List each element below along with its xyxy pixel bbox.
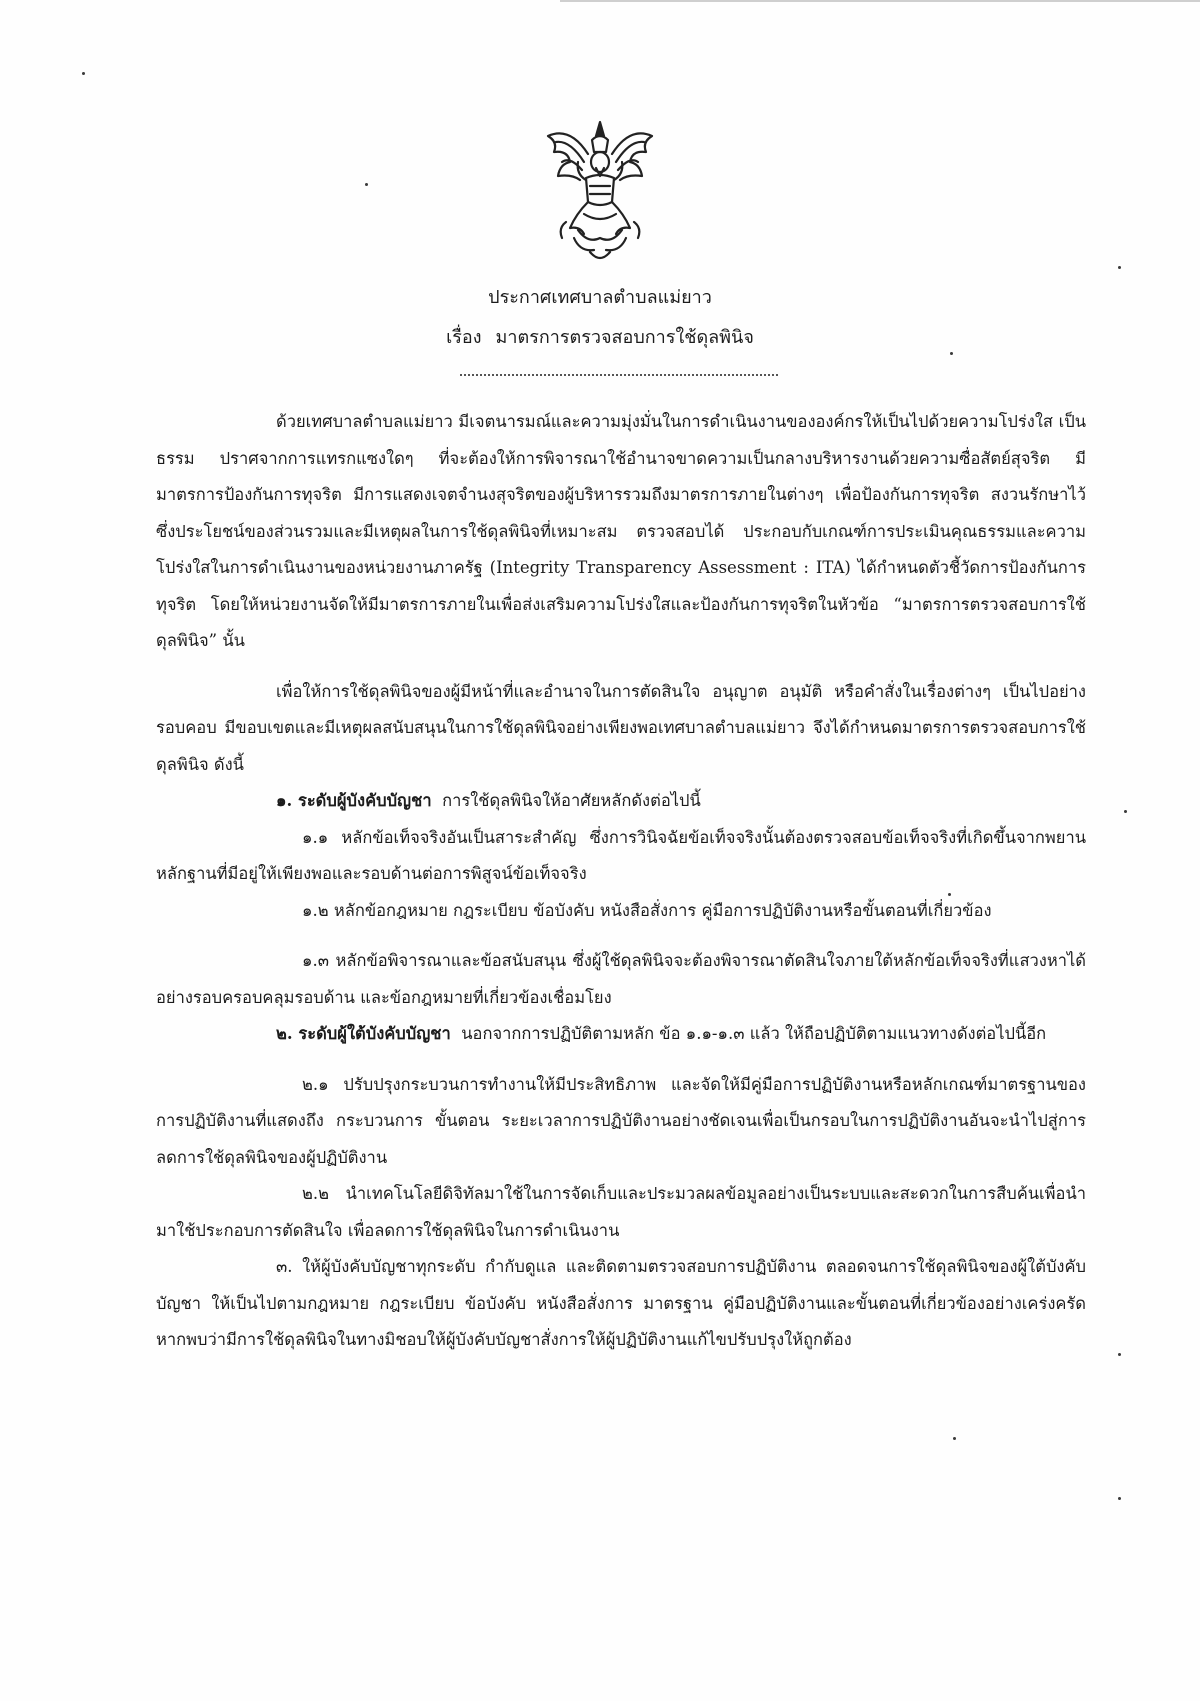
intro-paragraph: ด้วยเทศบาลตำบลแม่ยาว มีเจตนารมณ์และความมุ่งมั่นในการดำเนินงานขององค์กรให้เป็นไปด้วยความโปร่งใส เป็นธรรม ปราศจากการแทรกแซงใดๆ ที่จะต้องให้การพิจารณาใช้อำนาจขาดความเป็นกลางบริหารงานด้วยความซื่อสัตย์สุจริต มีมาตรการป้องกันการทุจริต มีการแสดงเจตจำนงสุจริตของผู้บริหารรวมถึงมาตรการภายในต่างๆ เพื่อป้องกันการทุจริต สงวนรักษาไว้ซึ่งประโยชน์ของส่วนรวมและมีเหตุผลในการใช้ดุลพินิจที่เหมาะสม ตรวจสอบได้ ประกอบกับเกณฑ์การประเมินคุณธรรมและความโปร่งใสในการดำเนินงานของหน่วยงานภาครัฐ (Integrity Transparency Assessment : ITA) ได้กำหนดตัวชี้วัดการป้องกันการทุจริต โดยให้หน่วยงานจัดให้มีมาตรการภายในเพื่อส่งเสริมความโปร่งใสและป้องกันการทุจริตในหัวข้อ “มาตรการตรวจสอบการใช้ดุลพินิจ” นั้น bbox=[156, 412, 1086, 650]
scan-speck bbox=[1118, 1497, 1121, 1500]
section-2-item: ๒.๒ นำเทคโนโลยีดิจิทัลมาใช้ในการจัดเก็บและประมวลผลข้อมูลอย่างเป็นระบบและสะดวกในการสืบค้นเพื่อนำมาใช้ประกอบการตัดสินใจ เพื่อลดการใช้ดุลพินิจในการดำเนินงาน bbox=[156, 1184, 1086, 1240]
scan-edge bbox=[560, 0, 1200, 2]
subject-line bbox=[0, 326, 1200, 350]
document-body bbox=[156, 404, 1086, 1359]
scan-speck bbox=[1118, 1353, 1121, 1356]
section-2-item: ๒.๑ ปรับปรุงกระบวนการทำงานให้มีประสิทธิภาพ และจัดให้มีคู่มือการปฏิบัติงานหรือหลักเกณฑ์มาตรฐานของการปฏิบัติงานที่แสดงถึง กระบวนการ ขั้นตอน ระยะเวลาการปฏิบัติงานอย่างชัดเจนเพื่อเป็นกรอบในการปฏิบัติงานอันจะนำไปสู่การลดการใช้ดุลพินิจของผู้ปฏิบัติงาน bbox=[156, 1074, 1086, 1167]
scan-speck bbox=[365, 183, 368, 186]
section-1-heading: ๑. ระดับผู้บังคับบัญชา bbox=[276, 791, 432, 810]
purpose-paragraph: เพื่อให้การใช้ดุลพินิจของผู้มีหน้าที่และอำนาจในการตัดสินใจ อนุญาต อนุมัติ หรือคำสั่งในเรื่องต่างๆ เป็นไปอย่างรอบคอบ มีขอบเขตและมีเหตุผลสนับสนุนในการใช้ดุลพินิจอย่างเพียงพอเทศบาลตำบลแม่ยาว จึงได้กำหนดมาตรการตรวจสอบการใช้ดุลพินิจ ดังนี้ bbox=[156, 681, 1086, 774]
scan-speck bbox=[953, 1437, 956, 1440]
scan-speck bbox=[82, 72, 85, 75]
section-3: ๓. ให้ผู้บังคับบัญชาทุกระดับ กำกับดูแล และติดตามตรวจสอบการปฏิบัติงาน ตลอดจนการใช้ดุลพินิจของผู้ใต้บังคับบัญชา ให้เป็นไปตามกฎหมาย กฎระเบียบ ข้อบังคับ หนังสือสั่งการ มาตรฐาน คู่มือปฏิบัติงานและขั้นตอนที่เกี่ยวข้องอย่างเคร่งครัด หากพบว่ามีการใช้ดุลพินิจในทางมิชอบให้ผู้บังคับบัญชาสั่งการให้ผู้ปฏิบัติงานแก้ไขปรับปรุงให้ถูกต้อง bbox=[156, 1257, 1086, 1349]
scan-speck bbox=[950, 352, 953, 355]
section-1-item: ๑.๓ หลักข้อพิจารณาและข้อสนับสนุน ซึ่งผู้ใช้ดุลพินิจจะต้องพิจารณาตัดสินใจภายใต้หลักข้อเท็จจริงที่แสวงหาได้อย่างรอบครอบคลุมรอบด้าน และข้อกฎหมายที่เกี่ยวข้องเชื่อมโยง bbox=[156, 951, 1086, 1007]
subject-label: เรื่อง bbox=[446, 327, 482, 348]
section-1 bbox=[156, 783, 1086, 820]
section-2-heading: ๒. ระดับผู้ใต้บังคับบัญชา bbox=[276, 1024, 451, 1043]
section-2-text: นอกจากการปฏิบัติตามหลัก ข้อ ๑.๑-๑.๓ แล้ว ให้ถือปฏิบัติตามแนวทางดังต่อไปนี้อีก bbox=[461, 1024, 1047, 1043]
dotted-separator bbox=[460, 374, 778, 376]
subject-text: มาตรการตรวจสอบการใช้ดุลพินิจ bbox=[495, 327, 754, 348]
section-2 bbox=[156, 1016, 1086, 1053]
garuda-emblem-icon bbox=[540, 118, 660, 268]
scan-speck bbox=[1118, 266, 1121, 269]
section-1-text: การใช้ดุลพินิจให้อาศัยหลักดังต่อไปนี้ bbox=[442, 791, 701, 810]
section-1-item: ๑.๑ หลักข้อเท็จจริงอันเป็นสาระสำคัญ ซึ่งการวินิจฉัยข้อเท็จจริงนั้นต้องตรวจสอบข้อเท็จจริงที่เกิดขึ้นจากพยานหลักฐานที่มีอยู่ให้เพียงพอและรอบด้านต่อการพิสูจน์ข้อเท็จจริง bbox=[156, 827, 1086, 883]
section-1-item: ๑.๒ หลักข้อกฎหมาย กฎระเบียบ ข้อบังคับ หนังสือสั่งการ คู่มือการปฏิบัติงานหรือขั้นตอนที่เกี่ยวข้อง bbox=[302, 900, 992, 920]
announcement-title: ประกาศเทศบาลตำบลแม่ยาว bbox=[488, 287, 712, 308]
scan-speck bbox=[1124, 810, 1127, 813]
